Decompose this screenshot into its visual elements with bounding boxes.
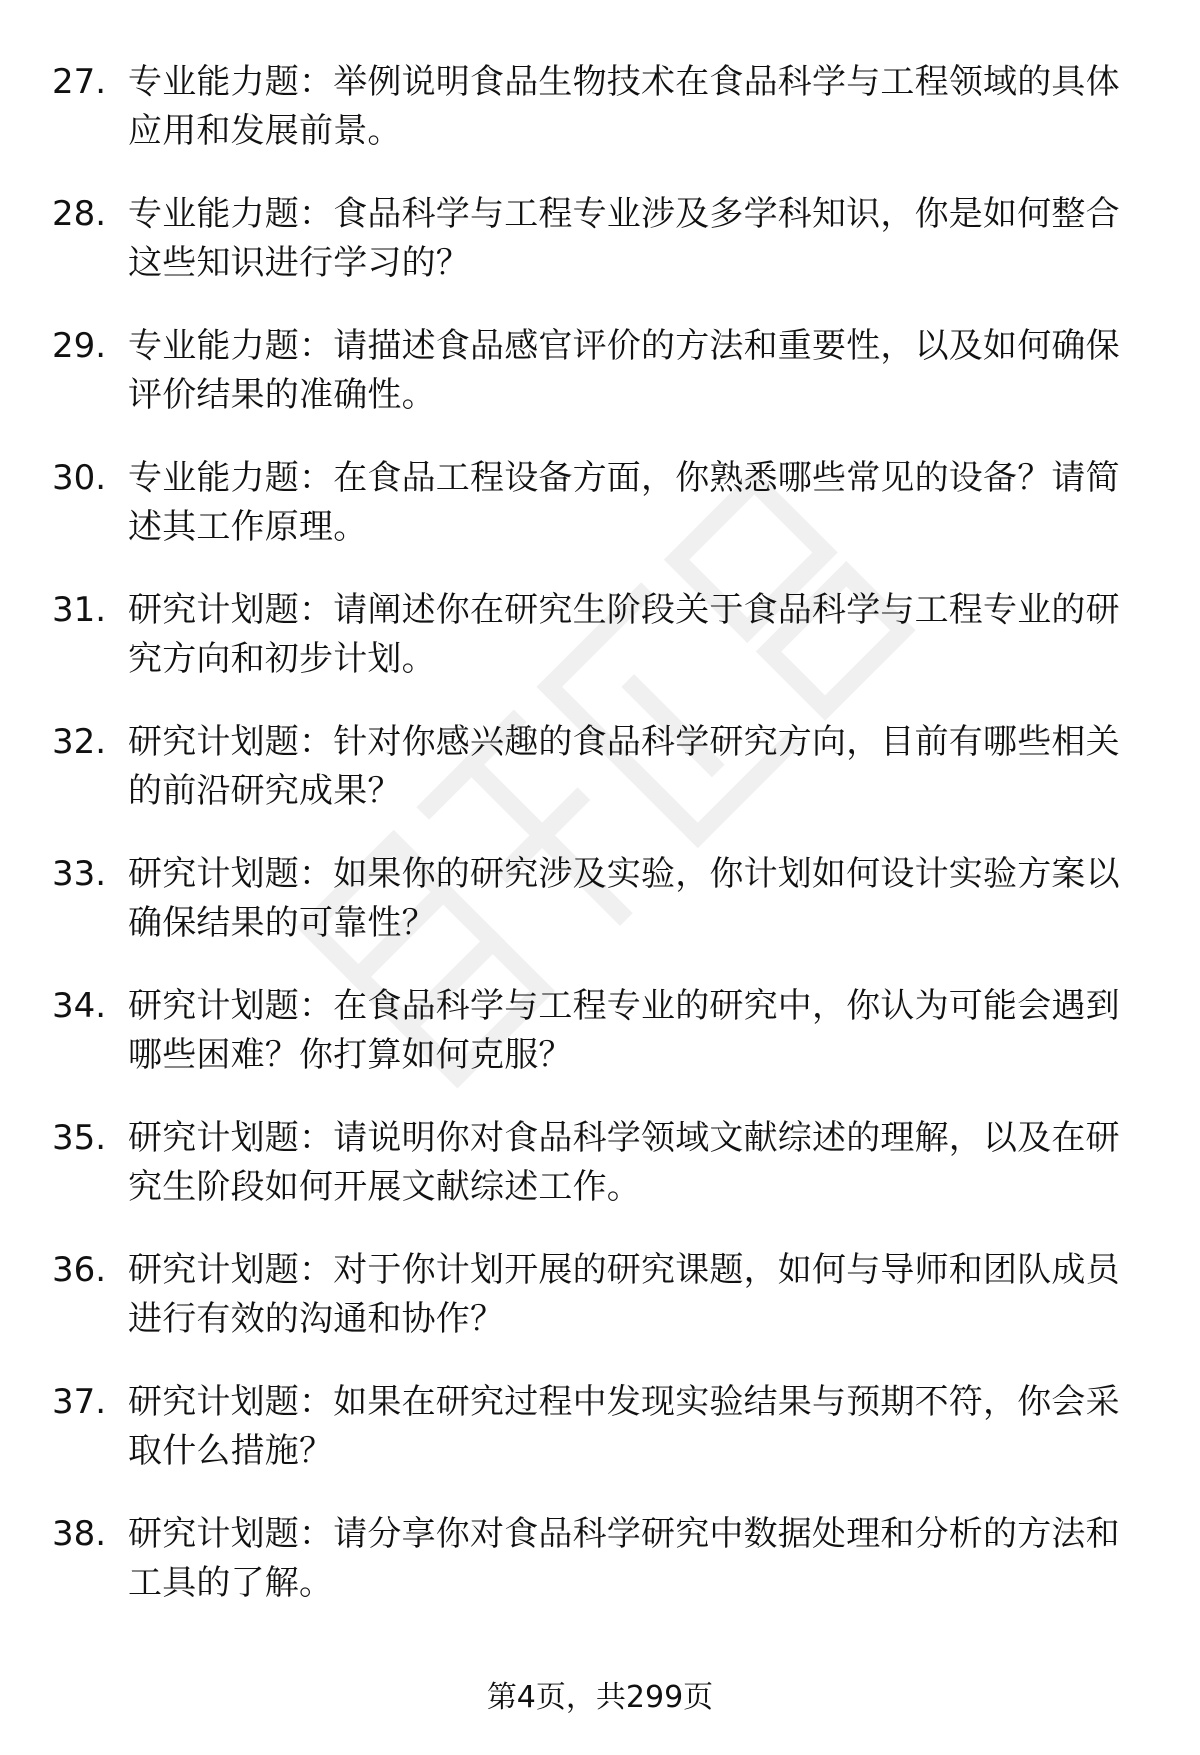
question-text: 研究计划题：请阐述你在研究生阶段关于食品科学与工程专业的研究方向和初步计划。 xyxy=(128,590,1120,679)
question-item xyxy=(52,1378,1152,1510)
question-item xyxy=(52,58,1152,190)
question-text: 研究计划题：在食品科学与工程专业的研究中，你认为可能会遇到哪些困难？你打算如何克服？ xyxy=(128,986,1120,1075)
question-item xyxy=(52,454,1152,586)
question-item xyxy=(52,1510,1152,1642)
question-number: 27. xyxy=(52,62,107,102)
question-number: 28. xyxy=(52,194,107,234)
question-number: 37. xyxy=(52,1382,107,1422)
question-text: 研究计划题：对于你计划开展的研究课题，如何与导师和团队成员进行有效的沟通和协作？ xyxy=(128,1250,1120,1339)
question-number: 31. xyxy=(52,590,107,630)
question-item xyxy=(52,586,1152,718)
question-number: 36. xyxy=(52,1250,107,1290)
question-item xyxy=(52,850,1152,982)
question-text: 专业能力题：举例说明食品生物技术在食品科学与工程领域的具体应用和发展前景。 xyxy=(128,62,1120,151)
question-number: 30. xyxy=(52,458,107,498)
question-text: 研究计划题：请分享你对食品科学研究中数据处理和分析的方法和工具的了解。 xyxy=(128,1514,1120,1603)
question-item xyxy=(52,190,1152,322)
question-text: 专业能力题：请描述食品感官评价的方法和重要性，以及如何确保评价结果的准确性。 xyxy=(128,326,1120,415)
question-item xyxy=(52,322,1152,454)
page-footer: 第4页，共299页 xyxy=(486,1680,714,1715)
question-number: 32. xyxy=(52,722,107,762)
question-list xyxy=(52,58,1152,1642)
question-number: 35. xyxy=(52,1118,107,1158)
question-text: 研究计划题：如果在研究过程中发现实验结果与预期不符，你会采取什么措施？ xyxy=(128,1382,1120,1471)
question-item xyxy=(52,1246,1152,1378)
question-number: 34. xyxy=(52,986,107,1026)
question-text: 专业能力题：食品科学与工程专业涉及多学科知识，你是如何整合这些知识进行学习的？ xyxy=(128,194,1120,283)
question-item xyxy=(52,982,1152,1114)
question-item xyxy=(52,1114,1152,1246)
question-number: 29. xyxy=(52,326,107,366)
question-number: 33. xyxy=(52,854,107,894)
question-text: 研究计划题：如果你的研究涉及实验，你计划如何设计实验方案以确保结果的可靠性？ xyxy=(128,854,1120,943)
question-text: 研究计划题：请说明你对食品科学领域文献综述的理解，以及在研究生阶段如何开展文献综述工作。 xyxy=(128,1118,1120,1207)
question-text: 研究计划题：针对你感兴趣的食品科学研究方向，目前有哪些相关的前沿研究成果？ xyxy=(128,722,1120,811)
question-item xyxy=(52,718,1152,850)
question-number: 38. xyxy=(52,1514,107,1554)
question-text: 专业能力题：在食品工程设备方面，你熟悉哪些常见的设备？请简述其工作原理。 xyxy=(128,458,1120,547)
